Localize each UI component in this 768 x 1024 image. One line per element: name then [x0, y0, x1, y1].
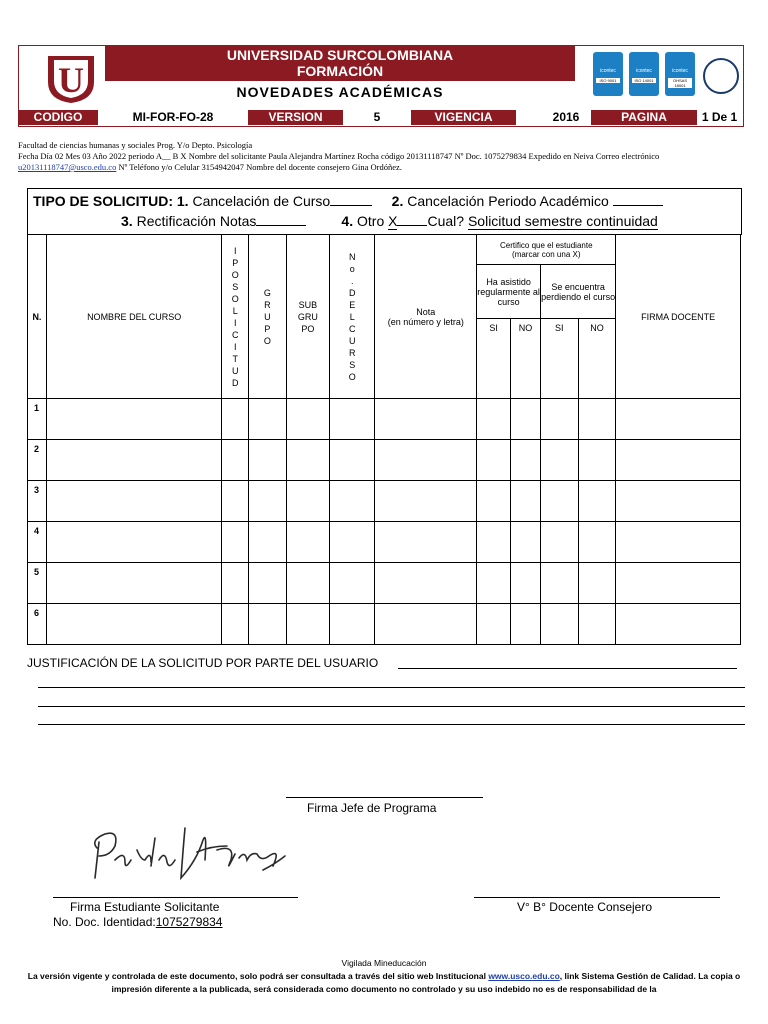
table-cell[interactable]: [540, 522, 578, 563]
email-link[interactable]: u20131118747@usco.edu.co: [18, 162, 117, 172]
table-cell[interactable]: [511, 604, 541, 645]
table-cell[interactable]: [616, 440, 741, 481]
justificacion-line-3[interactable]: [38, 706, 745, 707]
table-cell[interactable]: [616, 563, 741, 604]
table-row: [28, 399, 741, 440]
solicitud-line-2: 3. Rectificación Notas 4. Otro X Cual? Solicitud semestre continuidad: [121, 213, 658, 229]
table-cell[interactable]: [578, 522, 616, 563]
option-other[interactable]: Otro: [357, 213, 385, 229]
usco-logo: [44, 54, 98, 104]
table-cell[interactable]: [375, 440, 477, 481]
table-cell[interactable]: [578, 563, 616, 604]
table-cell[interactable]: [286, 604, 330, 645]
info-phone: Nº Teléfono y/o Celular 3154942047 Nombre del docente consejero Gina Ordóñez.: [116, 162, 402, 172]
col-subgrupo: SUB GRU PO: [286, 235, 330, 399]
document-title: NOVEDADES ACADÉMICAS: [236, 84, 444, 100]
table-cell[interactable]: [477, 604, 511, 645]
doc-identidad: No. Doc. Identidad:1075279834: [53, 915, 223, 929]
row-number: 2: [28, 440, 47, 481]
version-label: VERSION: [248, 110, 343, 125]
solicitud-label: TIPO DE SOLICITUD:: [33, 193, 173, 209]
row-number: 6: [28, 604, 47, 645]
table-cell[interactable]: [477, 399, 511, 440]
col-grupo: G R U P O: [249, 235, 286, 399]
table-cell[interactable]: [375, 522, 477, 563]
table-cell[interactable]: [511, 563, 541, 604]
table-cell[interactable]: [578, 399, 616, 440]
col-no-curso: N o . D E L C U R S O: [330, 235, 375, 399]
vigencia-value: 2016: [552, 110, 580, 124]
col-perdiendo-si: SI: [540, 319, 578, 399]
option-rectify-grades[interactable]: Rectificación Notas: [136, 213, 257, 229]
table-cell[interactable]: [46, 399, 222, 440]
table-cell[interactable]: [540, 563, 578, 604]
table-cell[interactable]: [330, 563, 375, 604]
table-cell[interactable]: [46, 604, 222, 645]
table-cell[interactable]: [375, 481, 477, 522]
certifico-header: Certifico que el estudiante (marcar con una X): [477, 235, 616, 265]
table-cell[interactable]: [286, 522, 330, 563]
table-cell[interactable]: [46, 522, 222, 563]
table-cell[interactable]: [330, 440, 375, 481]
col-course-name: NOMBRE DEL CURSO: [46, 235, 222, 399]
justificacion-label: JUSTIFICACIÓN DE LA SOLICITUD POR PARTE DEL USUARIO: [27, 656, 379, 670]
firma-jefe-line[interactable]: [286, 797, 483, 798]
table-cell[interactable]: [540, 399, 578, 440]
table-cell[interactable]: [540, 604, 578, 645]
table-cell[interactable]: [286, 440, 330, 481]
firma-estudiante-label: Firma Estudiante Solicitante: [70, 900, 220, 914]
table-cell[interactable]: [616, 604, 741, 645]
row-number: 3: [28, 481, 47, 522]
row-number: 4: [28, 522, 47, 563]
table-cell[interactable]: [540, 481, 578, 522]
table-cell[interactable]: [616, 399, 741, 440]
table-row: [28, 522, 741, 563]
footer: Vigilada Mineducación La versión vigente y controlada de este documento, solo podrá ser consultada a través del sitio web Institucional www.usco.edu.co, link Sistema Gestión de Calidad. La copia o impresión diferente a la publicada, será considerada como documento no controlado y su uso indebido no es de responsabilidad de la: [20, 957, 748, 996]
table-cell[interactable]: [375, 563, 477, 604]
option-cancel-period[interactable]: Cancelación Periodo Académico: [407, 193, 609, 209]
col-tipo-solicitud: I P O S O L I C I T U D: [222, 235, 249, 399]
table-cell[interactable]: [477, 481, 511, 522]
logo-letter: U: [58, 60, 84, 100]
option-cancel-course[interactable]: Cancelación de Curso: [192, 193, 331, 209]
table-cell[interactable]: [375, 604, 477, 645]
university-name: UNIVERSIDAD SURCOLOMBIANA FORMACIÓN: [150, 47, 530, 79]
table-cell[interactable]: [46, 563, 222, 604]
codigo-value: MI-FOR-FO-28: [132, 110, 214, 124]
other-mark: X: [388, 213, 398, 229]
table-cell[interactable]: [249, 563, 286, 604]
table-cell[interactable]: [477, 563, 511, 604]
firma-docente-line[interactable]: [474, 897, 720, 898]
usco-link[interactable]: www.usco.edu.co: [488, 971, 560, 981]
table-cell[interactable]: [578, 481, 616, 522]
table-cell[interactable]: [578, 604, 616, 645]
vigencia-label: VIGENCIA: [411, 110, 516, 125]
table-row: [28, 481, 741, 522]
cual-label: Cual?: [427, 213, 465, 229]
codigo-label: CODIGO: [18, 110, 98, 125]
version-value: 5: [373, 110, 381, 124]
table-cell[interactable]: [46, 440, 222, 481]
row-number: 1: [28, 399, 47, 440]
table-cell[interactable]: [477, 440, 511, 481]
firma-estudiante-line[interactable]: [53, 897, 298, 898]
table-cell[interactable]: [330, 522, 375, 563]
table-cell[interactable]: [511, 440, 541, 481]
doc-identidad-value: 1075279834: [155, 915, 223, 929]
table-cell[interactable]: [511, 399, 541, 440]
table-cell[interactable]: [540, 440, 578, 481]
table-cell[interactable]: [477, 522, 511, 563]
table-cell[interactable]: [330, 604, 375, 645]
info-applicant: Fecha Día 02 Mes 03 Año 2022 periodo A__ B X Nombre del solicitante Paula Alejandra Martínez Rocha código 20131118747 Nº Doc. 1075279834 Expedido en Neiva Correo electrónico: [18, 151, 660, 161]
col-asistido-si: SI: [477, 319, 511, 399]
table-row: [28, 604, 741, 645]
firma-jefe-label: Firma Jefe de Programa: [307, 801, 437, 815]
justificacion-line-4[interactable]: [38, 724, 745, 725]
justificacion-line-1[interactable]: [398, 668, 737, 669]
table-cell[interactable]: [616, 522, 741, 563]
table-cell[interactable]: [46, 481, 222, 522]
table-cell[interactable]: [375, 399, 477, 440]
justificacion-line-2[interactable]: [38, 687, 745, 688]
iqnet-seal-icon: [703, 58, 739, 94]
courses-table: [27, 234, 741, 645]
student-signature: [85, 820, 290, 890]
table-cell[interactable]: [286, 481, 330, 522]
pagina-label: PAGINA: [591, 110, 697, 125]
table-row: [28, 563, 741, 604]
cert-badge-3: icontec OHSAS 18001: [665, 52, 695, 96]
cert-badge-1: icontec ISO 9001: [593, 52, 623, 96]
table-cell[interactable]: [249, 399, 286, 440]
table-cell[interactable]: [222, 399, 249, 440]
col-nota: Nota (en número y letra): [375, 235, 477, 399]
col-perdiendo: Se encuentra perdiendo el curso: [540, 265, 615, 319]
table-cell[interactable]: [222, 522, 249, 563]
table-cell[interactable]: [249, 440, 286, 481]
table-cell[interactable]: [616, 481, 741, 522]
col-asistido: Ha asistido regularmente al curso: [477, 265, 541, 319]
table-cell[interactable]: [222, 440, 249, 481]
col-n: N.: [28, 235, 47, 399]
table-cell[interactable]: [578, 440, 616, 481]
col-firma-docente: FIRMA DOCENTE: [616, 235, 741, 399]
table-cell[interactable]: [286, 563, 330, 604]
certifications: [585, 48, 740, 106]
table-cell[interactable]: [511, 481, 541, 522]
firma-docente-label: V° B° Docente Consejero: [517, 900, 652, 914]
row-number: 5: [28, 563, 47, 604]
solicitud-line-1: TIPO DE SOLICITUD: 1. Cancelación de Curso 2. Cancelación Periodo Académico: [33, 193, 663, 209]
cual-value[interactable]: Solicitud semestre continuidad: [467, 213, 658, 229]
cert-badge-2: icontec ISO 14001: [629, 52, 659, 96]
col-perdiendo-no: NO: [578, 319, 616, 399]
table-cell[interactable]: [249, 481, 286, 522]
table-cell[interactable]: [249, 604, 286, 645]
table-row: [28, 440, 741, 481]
vigilada: Vigilada Mineducación: [341, 958, 427, 968]
applicant-info: [18, 140, 748, 173]
table-cell[interactable]: [222, 563, 249, 604]
table-cell[interactable]: [249, 522, 286, 563]
table-cell[interactable]: [222, 604, 249, 645]
pagina-value: 1 De 1: [701, 110, 738, 124]
table-cell[interactable]: [222, 481, 249, 522]
table-cell[interactable]: [511, 522, 541, 563]
header-code-band: [18, 110, 742, 125]
area-name: FORMACIÓN: [296, 63, 384, 79]
info-faculty: Facultad de ciencias humanas y sociales Prog. Y/o Depto. Psicología: [18, 140, 253, 150]
table-cell[interactable]: [330, 481, 375, 522]
table-cell[interactable]: [286, 399, 330, 440]
col-asistido-no: NO: [511, 319, 541, 399]
table-cell[interactable]: [330, 399, 375, 440]
